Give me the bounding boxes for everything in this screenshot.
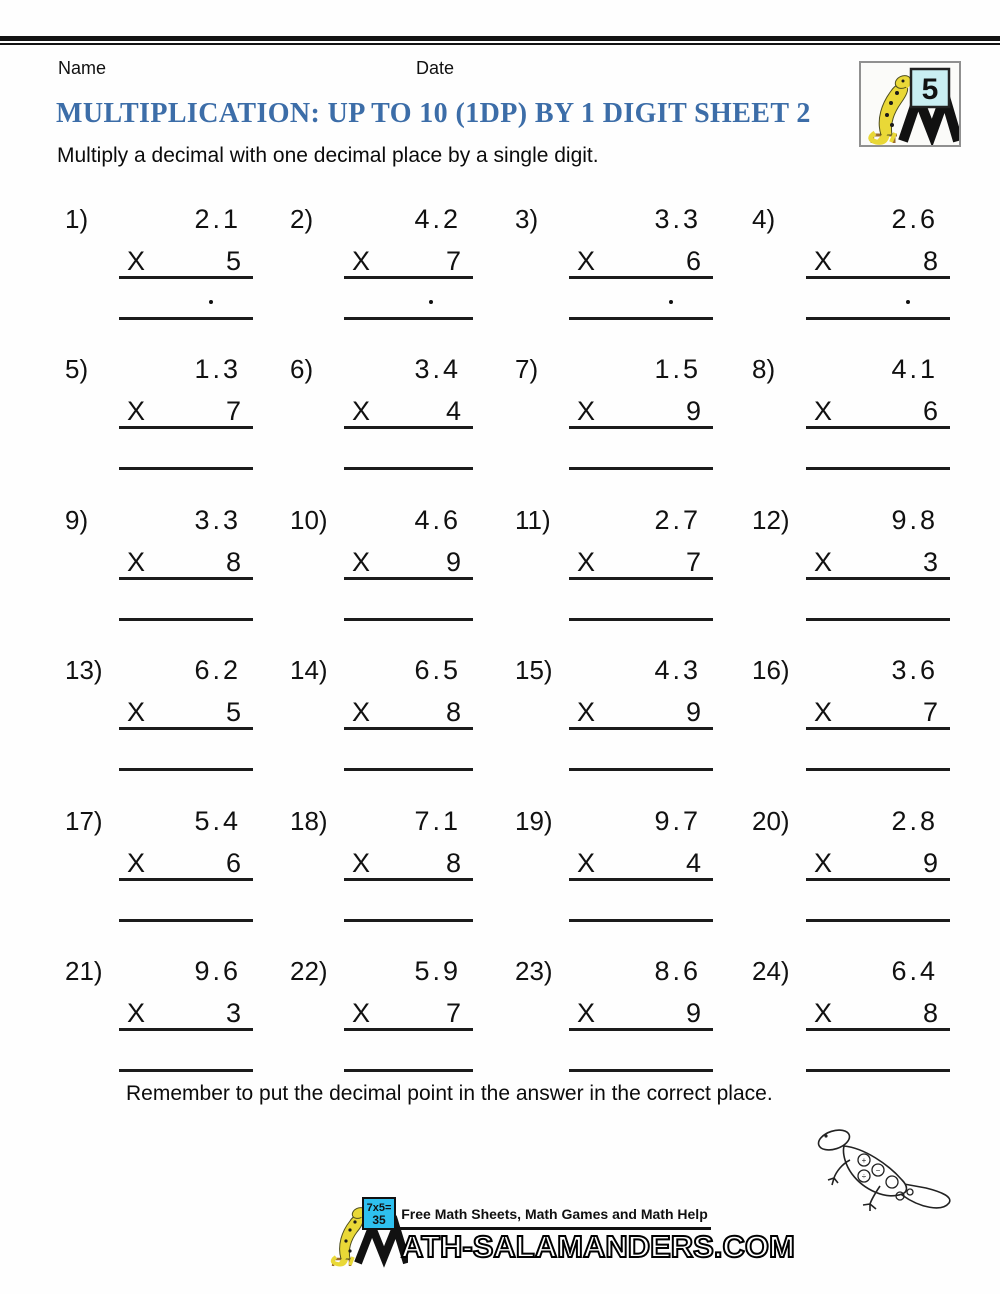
problem-number: 8) — [752, 354, 776, 384]
problem-6 — [290, 352, 473, 470]
multiply-row — [119, 548, 253, 580]
problem-number: 20) — [752, 806, 790, 836]
problem-20 — [752, 804, 950, 922]
multiplier: 6 — [225, 848, 241, 878]
multiply-sign-x: X — [577, 697, 596, 727]
problem-number: 4) — [752, 204, 776, 234]
multiplicand: 1.3 — [194, 354, 241, 384]
multiply-row — [569, 548, 713, 580]
multiplicand: 9.8 — [891, 505, 938, 535]
answer-space — [344, 580, 473, 621]
multiply-row — [119, 397, 253, 429]
spot-symbol-plus: + — [861, 1156, 867, 1165]
multiplicand: 6.4 — [891, 956, 938, 986]
multiplicand: 4.1 — [891, 354, 938, 384]
problem-22 — [290, 954, 473, 1072]
multiplicand: 5.4 — [194, 806, 241, 836]
answer-space — [119, 730, 253, 771]
footer-board-line1: 7x5= — [366, 1202, 392, 1214]
grade-badge-logo — [859, 61, 961, 147]
multiply-row — [344, 698, 473, 730]
problem-number: 15) — [515, 655, 553, 685]
multiply-row — [119, 849, 253, 881]
answer-space — [806, 279, 950, 320]
multiplier: 3 — [225, 998, 241, 1028]
multiplier: 8 — [225, 547, 241, 577]
decimal-point-hint — [906, 300, 910, 304]
multiplier: 5 — [225, 246, 241, 276]
problem-number: 18) — [290, 806, 328, 836]
problem-24 — [752, 954, 950, 1072]
decimal-point-hint — [669, 300, 673, 304]
problem-number: 14) — [290, 655, 328, 685]
multiply-sign-x: X — [352, 547, 371, 577]
multiply-sign-x: X — [577, 848, 596, 878]
multiply-row — [344, 548, 473, 580]
multiplier: 8 — [445, 848, 461, 878]
multiplier: 8 — [922, 246, 938, 276]
multiply-row — [569, 397, 713, 429]
answer-space — [569, 881, 713, 922]
problem-7 — [515, 352, 713, 470]
problem-23 — [515, 954, 713, 1072]
problem-4 — [752, 202, 950, 320]
multiplier: 4 — [685, 848, 701, 878]
multiplier: 9 — [922, 848, 938, 878]
multiplicand: 8.6 — [654, 956, 701, 986]
multiply-row — [344, 849, 473, 881]
problem-17 — [65, 804, 253, 922]
multiplier: 9 — [685, 396, 701, 426]
answer-space — [806, 1031, 950, 1072]
answer-space — [569, 730, 713, 771]
footer-m-shape — [358, 1227, 407, 1263]
problem-16 — [752, 653, 950, 771]
problem-19 — [515, 804, 713, 922]
multiplier: 6 — [685, 246, 701, 276]
multiplier: 9 — [445, 547, 461, 577]
multiplier: 8 — [922, 998, 938, 1028]
problem-5 — [65, 352, 253, 470]
answer-space — [119, 580, 253, 621]
problem-14 — [290, 653, 473, 771]
problem-2 — [290, 202, 473, 320]
problem-number: 16) — [752, 655, 790, 685]
multiplicand: 5.9 — [414, 956, 461, 986]
multiply-row — [806, 247, 950, 279]
multiplier: 9 — [685, 998, 701, 1028]
multiplier: 7 — [445, 246, 461, 276]
name-label: Name — [58, 58, 107, 78]
answer-space — [119, 1031, 253, 1072]
answer-space — [569, 279, 713, 320]
multiplier: 7 — [445, 998, 461, 1028]
answer-space — [806, 730, 950, 771]
multiply-sign-x: X — [127, 547, 146, 577]
problem-12 — [752, 503, 950, 621]
answer-space — [344, 1031, 473, 1072]
multiplier: 6 — [922, 396, 938, 426]
problem-1 — [65, 202, 253, 320]
problem-number: 3) — [515, 204, 539, 234]
multiply-row — [569, 247, 713, 279]
problem-number: 7) — [515, 354, 539, 384]
multiply-row — [344, 397, 473, 429]
problem-number: 5) — [65, 354, 89, 384]
problem-18 — [290, 804, 473, 922]
multiplicand: 6.2 — [194, 655, 241, 685]
multiplicand: 4.6 — [414, 505, 461, 535]
multiply-sign-x: X — [127, 998, 146, 1028]
problem-number: 23) — [515, 956, 553, 986]
multiplicand: 9.6 — [194, 956, 241, 986]
multiply-sign-x: X — [127, 246, 146, 276]
gecko-eye — [824, 1134, 827, 1137]
multiply-row — [806, 698, 950, 730]
answer-space — [344, 429, 473, 470]
multiplier: 9 — [685, 697, 701, 727]
problem-10 — [290, 503, 473, 621]
multiplier: 7 — [922, 697, 938, 727]
multiply-sign-x: X — [577, 998, 596, 1028]
multiply-sign-x: X — [127, 396, 146, 426]
multiplier: 3 — [922, 547, 938, 577]
problem-number: 24) — [752, 956, 790, 986]
answer-space — [806, 881, 950, 922]
multiply-sign-x: X — [352, 998, 371, 1028]
problem-13 — [65, 653, 253, 771]
multiplicand: 2.8 — [891, 806, 938, 836]
problem-11 — [515, 503, 713, 621]
problem-number: 11) — [515, 505, 551, 535]
subtitle: Multiply a decimal with one decimal place by a single digit. — [57, 144, 599, 167]
multiply-sign-x: X — [814, 547, 833, 577]
top-divider — [0, 36, 1000, 46]
multiplicand: 2.6 — [891, 204, 938, 234]
multiplicand: 3.4 — [414, 354, 461, 384]
problem-15 — [515, 653, 713, 771]
problem-number: 13) — [65, 655, 103, 685]
salamander-writing-icon — [861, 63, 959, 145]
multiplier: 7 — [685, 547, 701, 577]
multiplicand: 6.5 — [414, 655, 461, 685]
answer-space — [569, 1031, 713, 1072]
multiply-row — [344, 247, 473, 279]
multiply-sign-x: X — [814, 396, 833, 426]
problem-number: 17) — [65, 806, 103, 836]
problem-number: 12) — [752, 505, 790, 535]
answer-space — [806, 580, 950, 621]
footer-brand — [0, 1195, 1000, 1275]
multiply-row — [569, 849, 713, 881]
answer-space — [806, 429, 950, 470]
answer-space — [344, 881, 473, 922]
multiply-row — [119, 247, 253, 279]
problem-8 — [752, 352, 950, 470]
problem-3 — [515, 202, 713, 320]
multiplicand: 2.1 — [194, 204, 241, 234]
multiply-sign-x: X — [814, 848, 833, 878]
multiplicand: 1.5 — [654, 354, 701, 384]
problem-number: 22) — [290, 956, 328, 986]
multiply-row — [344, 999, 473, 1031]
multiply-row — [806, 397, 950, 429]
multiply-sign-x: X — [814, 697, 833, 727]
footer-board-line2: 35 — [372, 1213, 386, 1227]
decimal-point-hint — [209, 300, 213, 304]
multiply-sign-x: X — [814, 246, 833, 276]
multiply-row — [806, 548, 950, 580]
footer-tagline: Free Math Sheets, Math Games and Math Help — [401, 1206, 708, 1222]
problem-number: 1) — [65, 204, 89, 234]
problem-number: 2) — [290, 204, 314, 234]
multiplicand: 7.1 — [414, 806, 461, 836]
multiplicand: 3.3 — [194, 505, 241, 535]
multiplicand: 9.7 — [654, 806, 701, 836]
problem-number: 6) — [290, 354, 314, 384]
problem-number: 10) — [290, 505, 328, 535]
page-title: MULTIPLICATION: UP TO 10 (1DP) BY 1 DIGIT SHEET 2 — [56, 98, 811, 129]
multiply-sign-x: X — [577, 547, 596, 577]
multiplicand: 4.2 — [414, 204, 461, 234]
multiplicand: 3.6 — [891, 655, 938, 685]
problem-21 — [65, 954, 253, 1072]
problem-9 — [65, 503, 253, 621]
multiplier: 5 — [225, 697, 241, 727]
multiply-row — [569, 999, 713, 1031]
answer-space — [569, 580, 713, 621]
answer-space — [119, 279, 253, 320]
multiply-row — [569, 698, 713, 730]
multiply-sign-x: X — [814, 998, 833, 1028]
multiply-sign-x: X — [352, 848, 371, 878]
answer-space — [344, 279, 473, 320]
multiplicand: 2.7 — [654, 505, 701, 535]
grade-number: 5 — [921, 73, 939, 106]
multiply-sign-x: X — [577, 246, 596, 276]
problem-number: 21) — [65, 956, 103, 986]
answer-space — [344, 730, 473, 771]
multiply-row — [119, 999, 253, 1031]
problem-number: 19) — [515, 806, 553, 836]
multiplier: 8 — [445, 697, 461, 727]
multiply-sign-x: X — [352, 396, 371, 426]
multiply-sign-x: X — [127, 697, 146, 727]
spot-symbol-minus: − — [875, 1166, 881, 1175]
problem-number: 9) — [65, 505, 89, 535]
multiplicand: 4.3 — [654, 655, 701, 685]
decimal-point-hint — [429, 300, 433, 304]
multiply-sign-x: X — [352, 246, 371, 276]
multiply-row — [806, 999, 950, 1031]
answer-space — [119, 881, 253, 922]
multiplier: 4 — [445, 396, 461, 426]
multiply-sign-x: X — [127, 848, 146, 878]
answer-space — [569, 429, 713, 470]
multiply-row — [119, 698, 253, 730]
spot-symbol-divide: ÷ — [861, 1172, 867, 1181]
footer-salamander-logo-icon — [328, 1197, 408, 1269]
reminder-note: Remember to put the decimal point in the answer in the correct place. — [126, 1082, 773, 1105]
multiplier: 7 — [225, 396, 241, 426]
site-wordmark: ATH-SALAMANDERS.COM — [401, 1229, 795, 1264]
date-label: Date — [416, 58, 455, 78]
multiply-row — [806, 849, 950, 881]
multiply-sign-x: X — [352, 697, 371, 727]
multiply-sign-x: X — [577, 396, 596, 426]
answer-space — [119, 429, 253, 470]
multiplicand: 3.3 — [654, 204, 701, 234]
